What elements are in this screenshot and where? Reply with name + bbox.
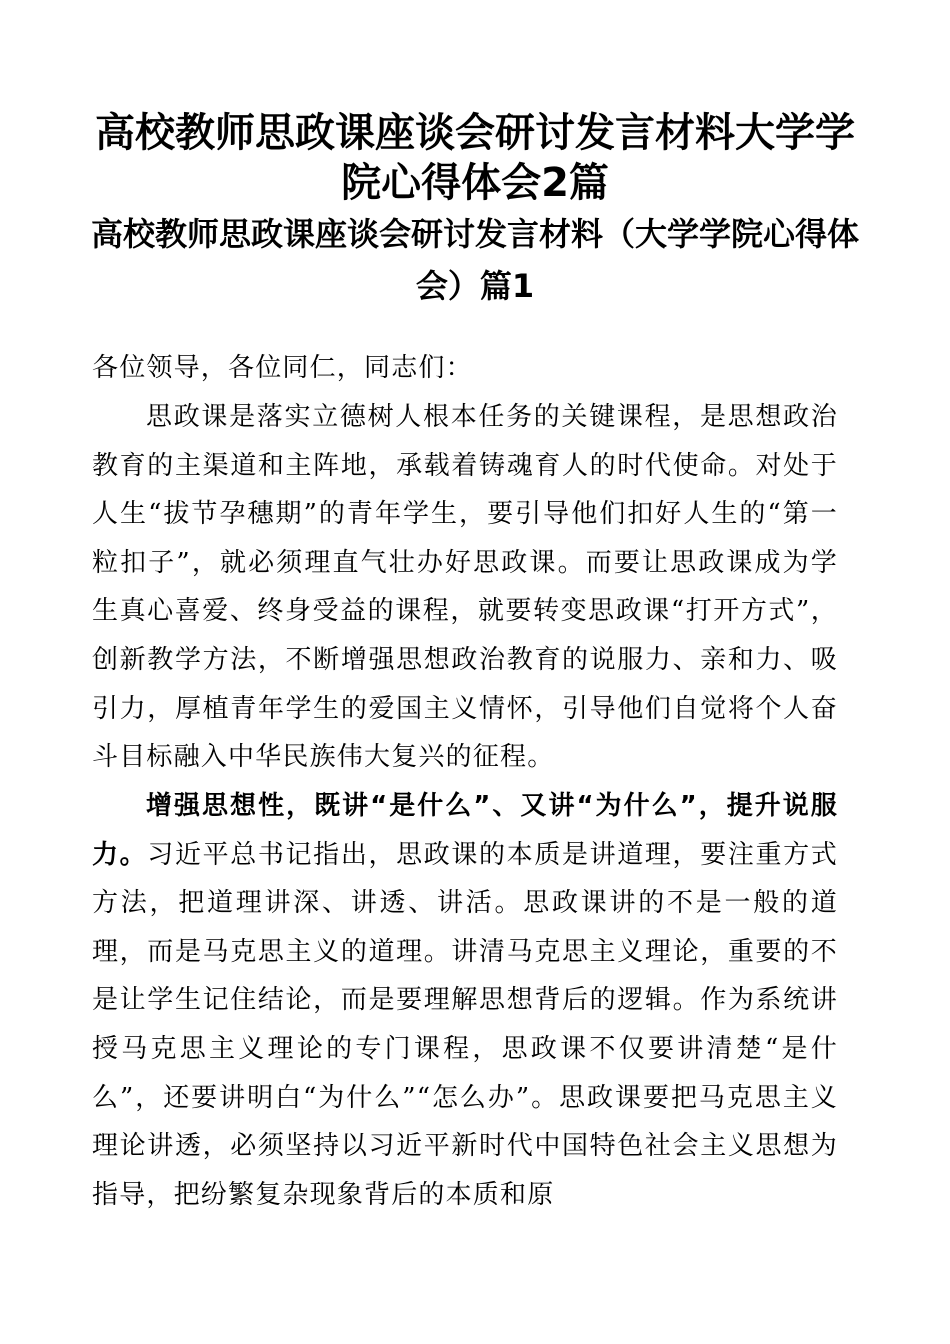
document-title: 高校教师思政课座谈会研讨发言材料大学学院心得体会2篇 (95, 110, 855, 206)
paragraph-2 (92, 782, 838, 1219)
salutation: 各位领导，各位同仁，同志们： (92, 353, 473, 383)
paragraph-2-body: 习近平总书记指出，思政课的本质是讲道理，要注重方式方法，把道理讲深、讲透、讲活。思政课讲的不是一般的道理，而是马克思主义的道理。讲清马克思主义理论，重要的不是让学生记住结论，而是要理解思想背后的逻辑。作为系统讲授马克思主义理论的专门课程，思政课不仅要讲清楚“是什么”，还要讲明白“为什么”“怎么办”。思政课要把马克思主义理论讲透，必须坚持以习近平新时代中国特色社会主义思想为指导，把纷繁复杂现象背后的本质和原 (92, 839, 838, 1210)
document-subtitle: 高校教师思政课座谈会研讨发言材料（大学学院心得体会）篇1 (90, 215, 859, 305)
paragraph-1: 思政课是落实立德树人根本任务的关键课程，是思想政治教育的主渠道和主阵地，承载着铸魂育人的时代使命。对处于人生“拔节孕穗期”的青年学生，要引导他们扣好人生的“第一粒扣子”，就必须理直气壮办好思政课。而要让思政课成为学生真心喜爱、终身受益的课程，就要转变思政课“打开方式”，创新教学方法，不断增强思想政治教育的说服力、亲和力、吸引力，厚植青年学生的爱国主义情怀，引导他们自觉将个人奋斗目标融入中华民族伟大复兴的征程。 (92, 402, 838, 773)
paragraph-2-heading: 增强思想性，既讲“是什么”、又讲“为什么”，提升说服力。 (92, 791, 838, 870)
